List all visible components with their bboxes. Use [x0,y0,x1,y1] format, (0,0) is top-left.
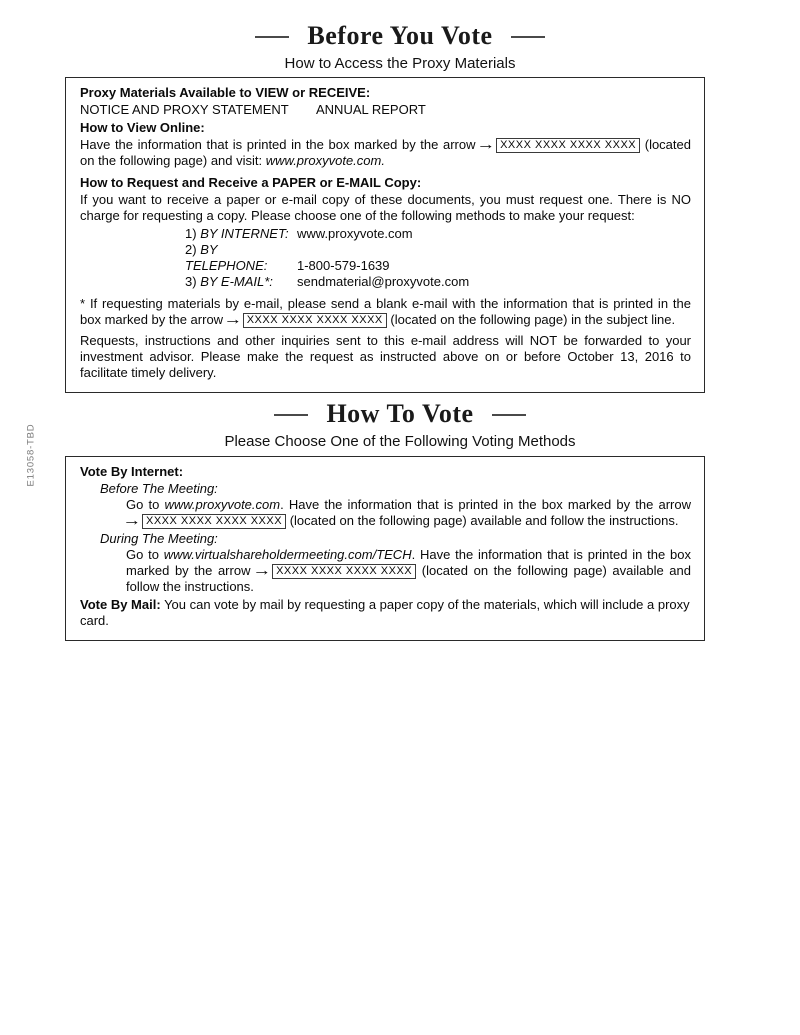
arrow-icon: → [476,136,495,153]
arrow-code-group [252,562,416,579]
method-row-telephone [185,242,691,274]
method-value-internet: www.proxyvote.com [297,226,413,241]
documents-row [80,102,691,118]
method-value-telephone: 1-800-579-1639 [297,258,390,273]
method-number: 1) [185,226,197,241]
during-meeting-paragraph [126,547,691,595]
section-before-you-vote-header [0,0,800,72]
arrow-icon: → [122,512,140,529]
during-meeting-label: During The Meeting: [100,531,218,546]
email-note-text-pre: * If requesting materials by e-mail, please send a blank e-mail with the information that is printed in the box marked by the arrow [80,296,691,327]
request-copy-paragraph: If you want to receive a paper or e-mail copy of these documents, you must request one. There is NO charge for requesting a copy. Please choose one of the following methods to make your request: [80,192,691,223]
control-number-placeholder: XXXX XXXX XXXX XXXX [243,313,387,328]
arrow-code-group [476,136,640,153]
requests-disclaimer-paragraph: Requests, instructions and other inquiries sent to this e-mail address will NOT be forwarded to your investment advisor. Please make the request as instructed above on or before October 13, 2016 to facilitate timely delivery. [80,333,691,380]
arrow-icon: → [252,562,271,579]
method-row-email [185,274,691,290]
proxyvote-url: www.proxyvote.com. [265,153,385,168]
vote-by-internet-heading: Vote By Internet: [80,464,184,479]
title-dash-right-icon [492,414,526,416]
method-label: BY INTERNET: [200,226,289,241]
virtual-meeting-url: www.virtualshareholdermeeting.com/TECH [163,547,412,562]
proxyvote-url: www.proxyvote.com [164,497,281,512]
method-label-group [185,242,297,274]
before-you-vote-subtitle: How to Access the Proxy Materials [284,55,516,72]
arrow-code-group [223,311,387,328]
how-to-vote-subtitle: Please Choose One of the Following Voting Methods [224,433,576,450]
voting-methods-box [65,456,705,641]
method-number: 3) [185,274,197,289]
annual-report-label: ANNUAL REPORT [316,102,426,117]
email-note-text-post: (located on the following page) in the subject line. [390,312,676,327]
control-number-placeholder: XXXX XXXX XXXX XXXX [496,138,640,153]
method-value-email: sendmaterial@proxyvote.com [297,274,470,289]
title-dash-right-icon [511,36,545,38]
arrow-icon: → [223,311,241,328]
control-number-placeholder: XXXX XXXX XXXX XXXX [142,514,286,529]
access-materials-box [65,77,705,393]
section-how-to-vote-header [0,393,800,450]
before-meeting-text-pre: Go to [126,497,165,512]
vote-by-mail-text: You can vote by mail by requesting a paper copy of the materials, which will include a proxy card. [80,597,690,628]
title-dash-left-icon [255,36,289,38]
method-label-group [185,226,297,242]
method-label: BY TELEPHONE: [185,242,268,273]
title-dash-left-icon [274,414,308,416]
form-code-vertical-label: E13058-TBD [25,423,37,487]
method-label-group [185,274,297,290]
during-meeting-text-post: (located on the following page) available and follow the instructions. [126,563,691,594]
method-label: BY E-MAIL*: [200,274,273,289]
method-number: 2) [185,242,197,257]
email-note-paragraph [80,296,691,328]
before-meeting-text-mid: . Have the information that is printed in the box marked by the arrow [280,497,691,512]
view-online-heading: How to View Online: [80,120,205,135]
view-online-text-pre: Have the information that is printed in the box marked by the arrow [80,137,476,152]
how-to-vote-title: How To Vote [326,399,474,428]
request-methods-list [185,226,691,290]
view-online-paragraph [80,137,691,169]
materials-available-heading: Proxy Materials Available to VIEW or RECEIVE: [80,85,371,100]
before-meeting-text-post: (located on the following page) available and follow the instructions. [289,513,679,528]
before-meeting-label: Before The Meeting: [100,481,218,496]
during-meeting-text-mid: . Have the information that is printed in the box marked by the arrow [126,547,691,578]
vote-by-mail-heading: Vote By Mail: [80,597,161,612]
notice-proxy-statement-label: NOTICE AND PROXY STATEMENT [80,102,289,117]
how-to-vote-title-row [0,400,800,432]
method-row-internet [185,226,691,242]
vote-by-mail-line [80,597,691,629]
before-you-vote-title-row [0,22,800,54]
control-number-placeholder: XXXX XXXX XXXX XXXX [272,564,416,579]
before-you-vote-title: Before You Vote [307,21,493,50]
during-meeting-text-pre: Go to [126,547,164,562]
arrow-code-group [122,512,286,529]
view-online-text-mid: (located on the following page) and visit: [80,137,691,168]
before-meeting-paragraph [122,497,691,529]
request-copy-heading: How to Request and Receive a PAPER or E-MAIL Copy: [80,175,422,190]
